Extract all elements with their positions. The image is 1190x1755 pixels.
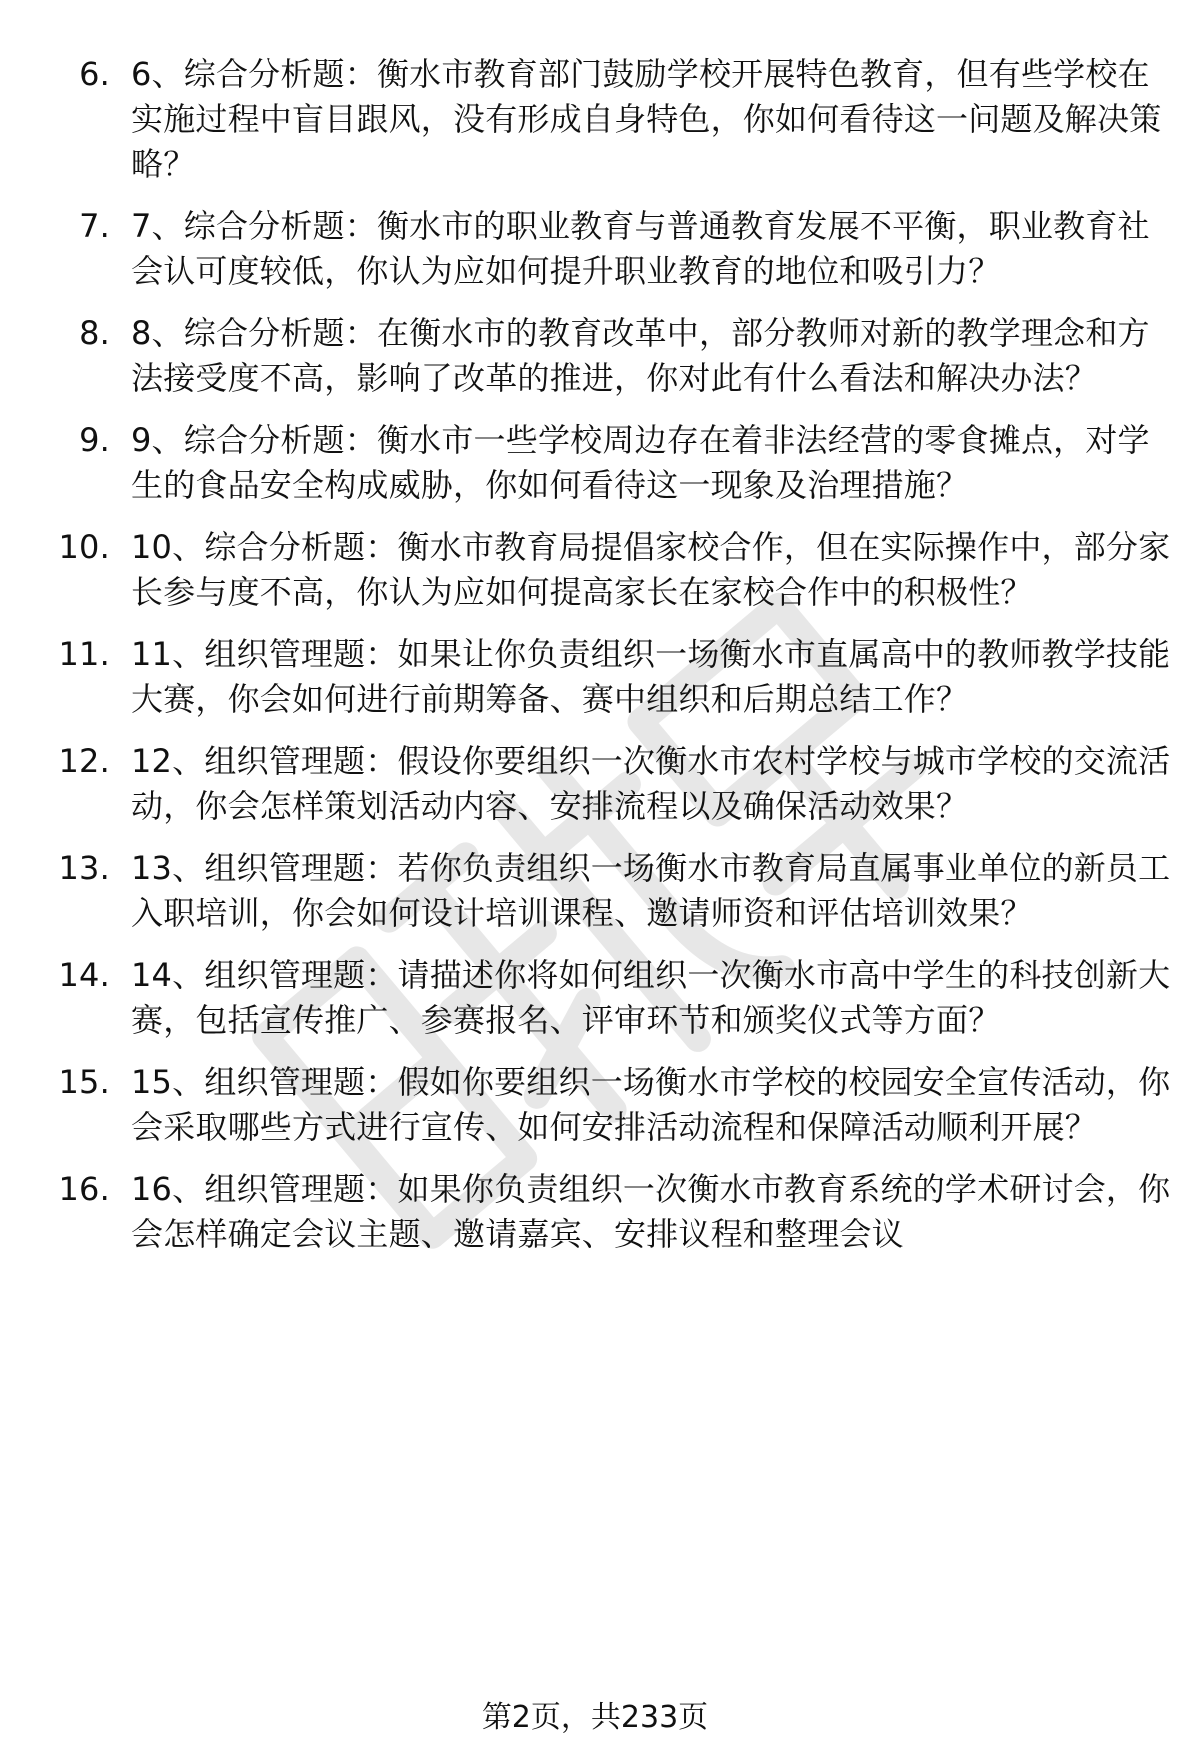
list-item <box>0 311 1190 401</box>
list-item <box>0 1060 1190 1150</box>
question-number: 11. <box>58 635 110 673</box>
question-number: 12. <box>58 742 110 780</box>
list-item <box>0 739 1190 829</box>
question-number: 6. <box>79 55 110 93</box>
question-text: 11、组织管理题：如果让你负责组织一场衡水市直属高中的教师教学技能大赛，你会如何进行前期筹备、赛中组织和后期总结工作？ <box>131 635 1171 718</box>
question-number: 9. <box>79 421 110 459</box>
question-number: 14. <box>58 956 110 994</box>
question-number: 8. <box>79 314 110 352</box>
question-number: 7. <box>79 207 110 245</box>
question-text: 13、组织管理题：若你负责组织一场衡水市教育局直属事业单位的新员工入职培训，你会如何设计培训课程、邀请师资和评估培训效果？ <box>131 849 1171 932</box>
question-text: 15、组织管理题：假如你要组织一场衡水市学校的校园安全宣传活动，你会采取哪些方式进行宣传、如何安排活动流程和保障活动顺利开展？ <box>131 1063 1171 1146</box>
list-item <box>0 52 1190 187</box>
list-item <box>0 846 1190 936</box>
question-text: 14、组织管理题：请描述你将如何组织一次衡水市高中学生的科技创新大赛，包括宣传推广、参赛报名、评审环节和颁奖仪式等方面？ <box>131 956 1171 1039</box>
list-item <box>0 953 1190 1043</box>
page-number-footer: 第2页，共233页 <box>481 1700 709 1735</box>
question-text: 6、综合分析题：衡水市教育部门鼓励学校开展特色教育，但有些学校在实施过程中盲目跟风，没有形成自身特色，你如何看待这一问题及解决策略？ <box>131 55 1162 183</box>
question-text: 12、组织管理题：假设你要组织一次衡水市农村学校与城市学校的交流活动，你会怎样策划活动内容、安排流程以及确保活动效果？ <box>131 742 1171 825</box>
question-text: 9、综合分析题：衡水市一些学校周边存在着非法经营的零食摊点，对学生的食品安全构成威胁，你如何看待这一现象及治理措施？ <box>131 421 1150 504</box>
question-number: 16. <box>58 1170 110 1208</box>
question-list <box>0 52 1190 1274</box>
question-text: 8、综合分析题：在衡水市的教育改革中，部分教师对新的教学理念和方法接受度不高，影响了改革的推进，你对此有什么看法和解决办法？ <box>131 314 1150 397</box>
question-number: 15. <box>58 1063 110 1101</box>
list-item <box>0 418 1190 508</box>
list-item <box>0 632 1190 722</box>
question-text: 16、组织管理题：如果你负责组织一次衡水市教育系统的学术研讨会，你会怎样确定会议主题、邀请嘉宾、安排议程和整理会议 <box>131 1170 1171 1253</box>
list-item <box>0 1167 1190 1257</box>
question-text: 7、综合分析题：衡水市的职业教育与普通教育发展不平衡，职业教育社会认可度较低，你认为应如何提升职业教育的地位和吸引力？ <box>131 207 1150 290</box>
question-text: 10、综合分析题：衡水市教育局提倡家校合作，但在实际操作中，部分家长参与度不高，你认为应如何提高家长在家校合作中的积极性？ <box>131 528 1171 611</box>
list-item <box>0 525 1190 615</box>
question-number: 13. <box>58 849 110 887</box>
question-number: 10. <box>58 528 110 566</box>
list-item <box>0 204 1190 294</box>
